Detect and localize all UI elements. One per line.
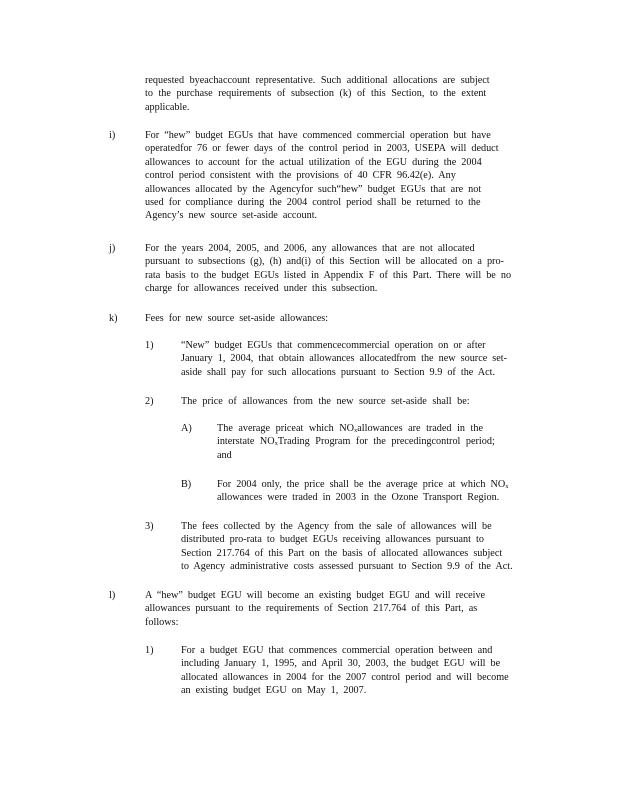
text-line: control period consistent with the provisions of 40 CFR 96.42(e). Any	[145, 170, 456, 182]
text-line	[217, 435, 537, 448]
text-line: pursuant to subsections (g), (h) and(i) of this Section will be allocated on a pro-	[145, 256, 504, 268]
text-segment: interstate NO	[217, 436, 275, 448]
item-k-label: k)	[109, 313, 118, 324]
item-k2-label: 2)	[145, 396, 154, 407]
text-line: allowances were traded in 2003 in the Ozone Transport Region.	[217, 492, 500, 504]
text-line: and	[217, 449, 232, 461]
text-line	[217, 478, 537, 491]
text-line: For the years 2004, 2005, and 2006, any allowances that are not allocated	[145, 243, 475, 254]
item-l-paragraph	[145, 589, 535, 629]
text-segment: allowances are traded in the	[357, 423, 483, 434]
item-j-paragraph	[145, 242, 540, 296]
text-line: operatedfor 76 or fewer days of the control period in 2003, USEPA will deduct	[145, 143, 499, 155]
text-line: charge for allowances received under this subsection.	[145, 283, 378, 295]
subscript: x	[354, 427, 358, 434]
item-k2b-label: B)	[181, 479, 192, 490]
item-k3-paragraph	[181, 520, 541, 574]
item-k-heading: Fees for new source set-aside allowances:	[145, 313, 329, 324]
text-line: allowances allocated by the Agencyfor such“hew” budget EGUs that are not	[145, 183, 482, 195]
text-line: requested byeachaccount representative. Such additional allocations are subject	[145, 75, 490, 86]
item-j-label: j)	[109, 243, 116, 254]
subscript: x	[274, 440, 278, 448]
item-k2-paragraph: The price of allowances from the new source set-aside shall be:	[181, 396, 470, 407]
item-k2b-paragraph	[217, 478, 537, 505]
text-line: follows:	[145, 616, 179, 628]
item-l-label: l)	[109, 590, 116, 601]
item-k1-label: 1)	[145, 340, 154, 351]
text-line: aside shall pay for such allocations pursuant to Section 9.9 of the Act.	[181, 366, 496, 378]
item-k2a-label: A)	[181, 423, 192, 434]
text-line: an existing budget EGU on May 1, 2007.	[181, 685, 367, 697]
text-line: The fees collected by the Agency from the sale of allowances will be	[181, 521, 492, 532]
subscript: x	[505, 483, 509, 490]
item-l1-label: 1)	[145, 645, 154, 656]
item-k2a-paragraph	[217, 422, 537, 462]
text-line: applicable.	[145, 101, 190, 113]
text-segment: Trading Program for the precedingcontrol period;	[277, 436, 495, 448]
text-line: allowances pursuant to the requirements of Section 217.764 of this Part, as	[145, 603, 478, 615]
text-line: to Agency administrative costs assessed pursuant to Section 9.9 of the Act.	[181, 561, 513, 573]
item-k1-paragraph	[181, 339, 541, 379]
text-segment: The average priceat which NO	[217, 423, 355, 434]
text-line: Section 217.764 of this Part on the basis of allocated allowances subject	[181, 547, 503, 559]
text-segment: For 2004 only, the price shall be the average price at which NO	[217, 479, 506, 490]
text-line	[217, 422, 537, 435]
text-line: “New” budget EGUs that commencecommercial operation on or after	[181, 340, 486, 351]
text-line: rata basis to the budget EGUs listed in Appendix F of this Part. There will be no	[145, 269, 512, 281]
text-line: Agency’s new source set-aside account.	[145, 210, 318, 222]
text-line: distributed pro-rata to budget EGUs receiving allowances pursuant to	[181, 534, 484, 546]
text-line: A “hew” budget EGU will become an existing budget EGU and will receive	[145, 590, 486, 601]
item-k3-label: 3)	[145, 521, 154, 532]
text-line: including January 1, 1995, and April 30, 2003, the budget EGU will be	[181, 658, 501, 670]
continuation-paragraph	[145, 74, 530, 114]
text-line: For “hew” budget EGUs that have commenced commercial operation but have	[145, 130, 491, 141]
text-line: allocated allowances in 2004 for the 2007 control period and will become	[181, 671, 509, 683]
text-line: January 1, 2004, that obtain allowances allocatedfrom the new source set-	[181, 353, 507, 365]
item-i-paragraph	[145, 129, 535, 223]
item-l1-paragraph	[181, 644, 541, 698]
text-line: For a budget EGU that commences commercial operation between and	[181, 645, 493, 656]
text-line: used for compliance during the 2004 control period shall be returned to the	[145, 197, 481, 209]
text-line: allowances to account for the actual utilization of the EGU during the 2004	[145, 156, 482, 168]
text-line: to the purchase requirements of subsection (k) of this Section, to the extent	[145, 88, 487, 100]
item-i-label: i)	[109, 130, 116, 141]
